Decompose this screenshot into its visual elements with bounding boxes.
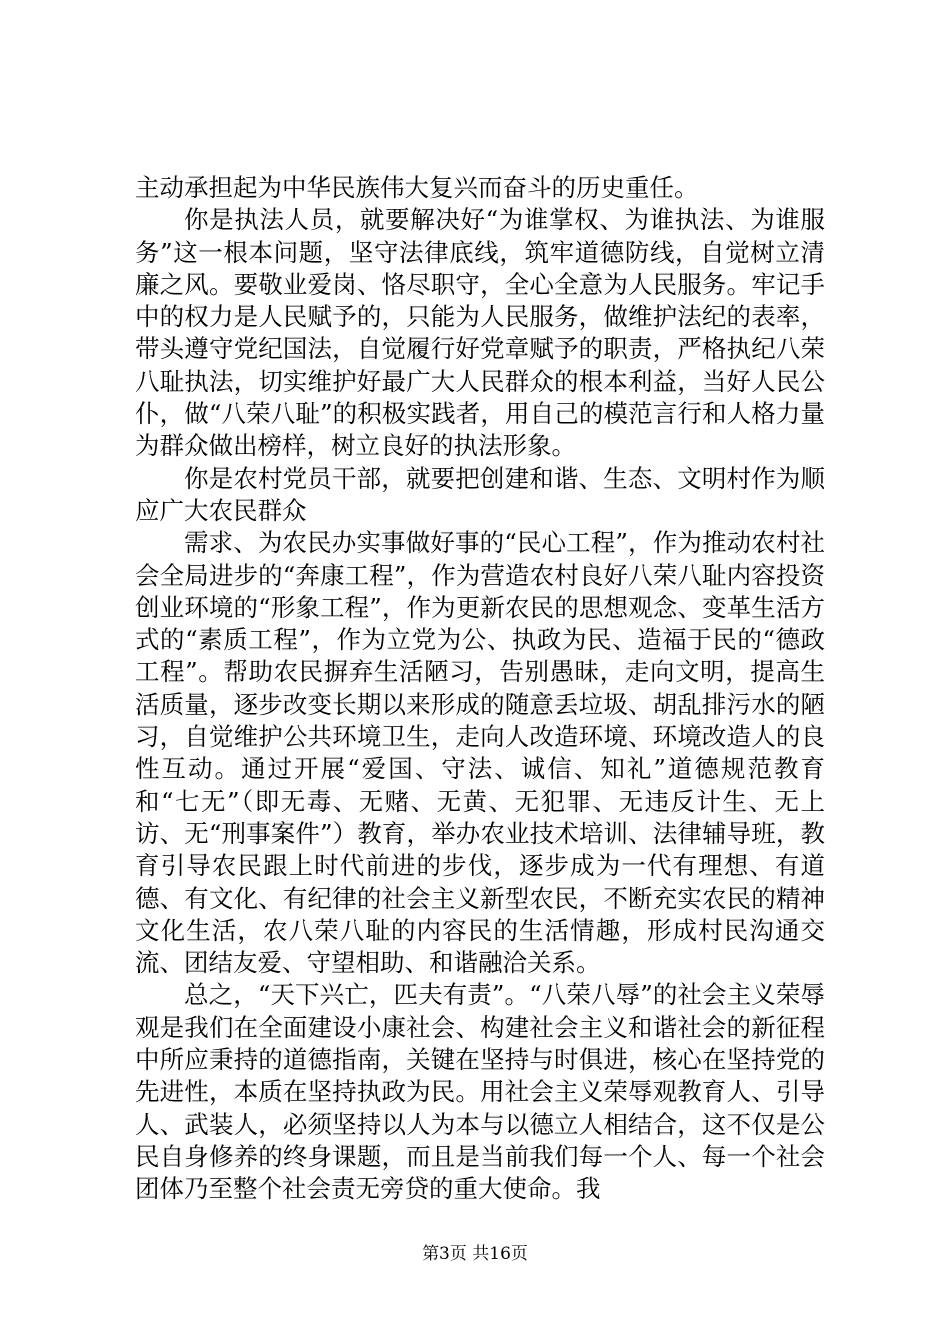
paragraph-3: 你是农村党员干部，就要把创建和谐、生态、文明村作为顺应广大农民群众 <box>135 463 825 525</box>
paragraph-1: 主动承担起为中华民族伟大复兴而奋斗的历史重任。 <box>135 173 699 202</box>
page-number-footer: 第3页 共16页 <box>422 1244 528 1264</box>
paragraph-4: 需求、为农民办实事做好事的“民心工程”，作为推动农村社会全局进步的“奔康工程”，作为营造农村良好八荣八耻内容投资创业环境的“形象工程”，作为更新农民的思想观念、变革生活方式的“素质工程”，作为立党为公、执政为民、造福于民的“德政工程”。帮助农民摒弃生活陋习，告别愚昧，走向文明，提高生活质量，逐步改变长期以来形成的随意丢垃圾、胡乱排污水的陋习，自觉维护公共环境卫生，走向人改造环境、环境改造人的良性互动。通过开展“爱国、守法、诚信、知礼”道德规范教育和“七无”（即无毒、无赌、无黄、无犯罪、无违反计生、无上访、无“刑事案件”）教育，举办农业技术培训、法律辅导班，教育引导农民跟上时代前进的步伐，逐步成为一代有理想、有道德、有文化、有纪律的社会主义新型农民，不断充实农民的精神文化生活，农八荣八耻的内容民的生活情趣，形成村民沟通交流、团结友爱、守望相助、和谐融洽关系。 <box>135 528 825 978</box>
paragraph-2: 你是执法人员，就要解决好“为谁掌权、为谁执法、为谁服务”这一根本问题，坚守法律底线，筑牢道德防线，自觉树立清廉之风。要敬业爱岗、恪尽职守，全心全意为人民服务。牢记手中的权力是人民赋予的，只能为人民服务，做维护法纪的表率，带头遵守党纪国法，自觉履行好党章赋予的职责，严格执纪八荣八耻执法，切实维护好最广大人民群众的根本利益，当好人民公仆，做“八荣八耻”的积极实践者，用自己的模范言行和人格力量为群众做出榜样，树立良好的执法形象。 <box>135 205 825 461</box>
document-body <box>135 172 825 1206</box>
paragraph-5: 总之，“天下兴亡，匹夫有责”。“八荣八辱”的社会主义荣辱观是我们在全面建设小康社会、构建社会主义和谐社会的新征程中所应秉持的道德指南，关键在坚持与时俱进，核心在坚持党的先进性，本质在坚持执政为民。用社会主义荣辱观教育人、引导人、武装人，必须坚持以人为本与以德立人相结合，这不仅是公民自身修养的终身课题，而且是当前我们每一个人、每一个社会团体乃至整个社会责无旁贷的重大使命。我 <box>135 980 825 1204</box>
